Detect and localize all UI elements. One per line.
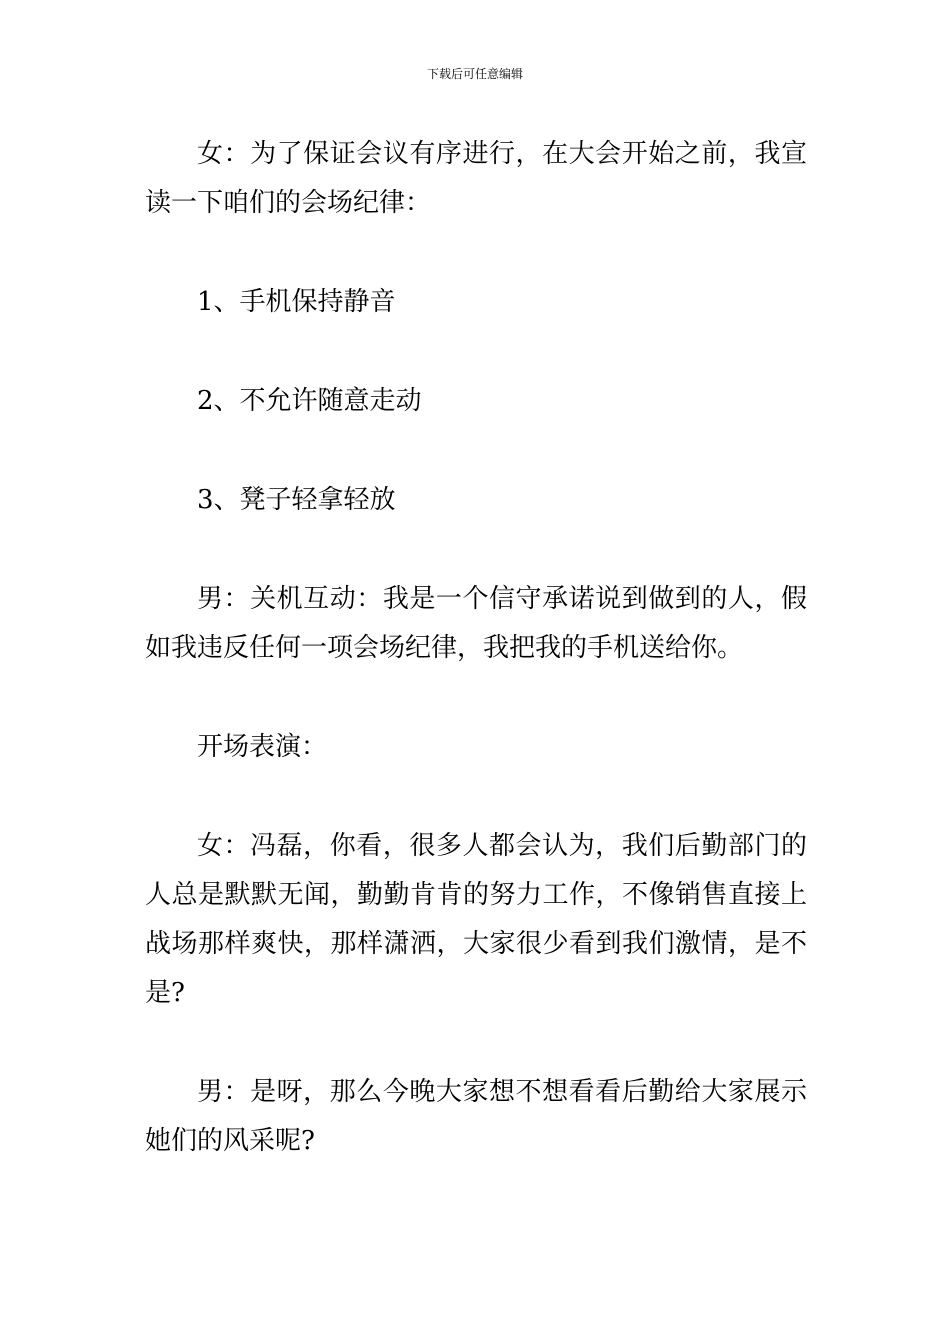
paragraph-gap: [145, 673, 807, 723]
paragraph-gap: [145, 772, 807, 822]
paragraph-gap: [145, 525, 807, 575]
paragraph-7: 女：冯磊，你看，很多人都会认为，我们后勤部门的人总是默默无闻，勤勤肯肯的努力工作，不像销售直接上战场那样爽快，那样潇洒，大家很少看到我们激情，是不是?: [145, 831, 807, 1008]
paragraph-4: 3、凳子轻拿轻放: [197, 485, 396, 515]
paragraph-gap: [145, 1018, 807, 1068]
paragraph-2: 1、手机保持静音: [197, 287, 396, 317]
paragraph-8: 男：是呀，那么今晚大家想不想看看后勤给大家展示她们的风采呢?: [145, 1077, 807, 1156]
document-body: [145, 130, 807, 1166]
paragraph-gap: [145, 228, 807, 278]
paragraph-3: 2、不允许随意走动: [197, 386, 422, 416]
paragraph-gap: [145, 327, 807, 377]
paragraph-1: 女：为了保证会议有序进行，在大会开始之前，我宣读一下咱们的会场纪律：: [145, 139, 807, 218]
paragraph-5: 男：关机互动：我是一个信守承诺说到做到的人，假如我违反任何一项会场纪律，我把我的手机送给你。: [145, 584, 807, 663]
paragraph-gap: [145, 426, 807, 476]
paragraph-6: 开场表演：: [197, 732, 328, 762]
page-header: 下载后可任意编辑: [426, 67, 523, 81]
